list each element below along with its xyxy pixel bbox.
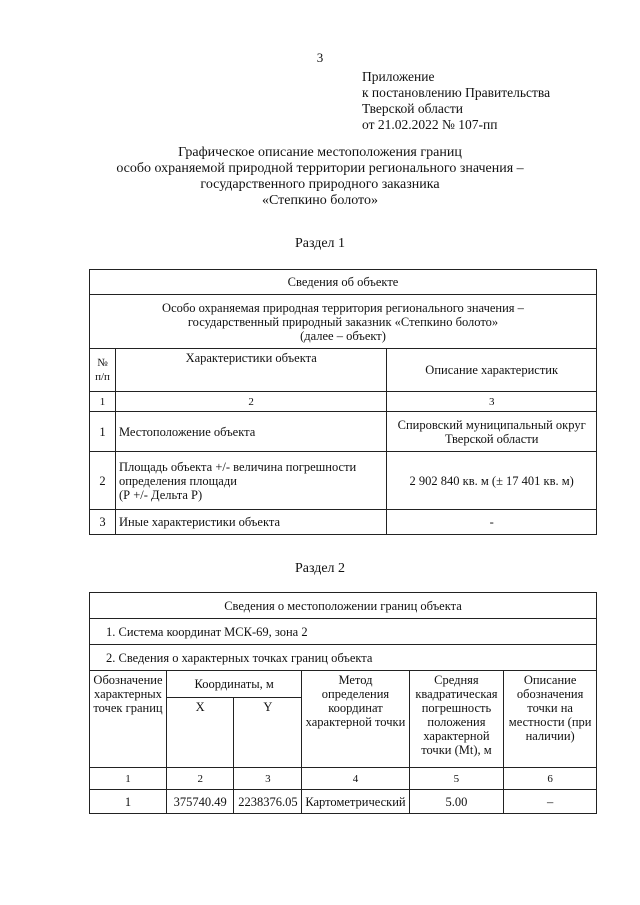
object-line: Особо охраняемая природная территория регионального значения – [162,300,524,315]
coord-system: 1. Система координат МСК-69, зона 2 [90,619,597,645]
row-char: Местоположение объекта [115,412,386,452]
row-char [115,452,386,510]
index-cell: 2 [166,768,234,790]
row-char-line: определения площади [118,473,237,488]
title-line: Графическое описание местоположения границ [178,145,462,160]
title-line: особо охраняемой природной территории регионального значения – [116,161,524,176]
point-method: Картометрический [302,790,409,814]
index-cell: 1 [90,768,167,790]
col-marking-header: Описание обозначения точки на местности (при наличии) [504,671,597,768]
row-num: 3 [90,510,116,535]
row-char-line: Площадь объекта +/- величина погрешности [118,459,357,474]
object-description [90,295,597,349]
boundary-table [89,592,597,814]
col-x-header: X [166,698,234,768]
point-error: 5.00 [409,790,504,814]
page-number: 3 [316,50,324,65]
appendix-line: Приложение [362,69,435,84]
object-line: (далее – объект) [300,328,386,343]
col-num-header: № п/п [90,349,116,392]
row-num: 2 [90,452,116,510]
col-char-header: Характеристики объекта [115,349,386,392]
section2-heading: Раздел 2 [294,561,346,576]
col-error-header: Средняя квадратическая погрешность положения характерной точки (Mt), м [409,671,504,768]
table-header: Сведения об объекте [90,270,597,295]
section1-heading: Раздел 1 [294,236,346,251]
point-marking: – [504,790,597,814]
col-point-header: Обозначение характерных точек границ [90,671,167,768]
object-line: государственный природный заказник «Степкино болото» [187,314,499,329]
document-title [0,145,640,209]
col-coords-header: Координаты, м [166,671,301,698]
index-cell: 2 [115,392,386,412]
row-desc: Спировский муниципальный округ Тверской области [387,412,597,452]
point-y: 2238376.05 [234,790,302,814]
row-char: Иные характеристики объекта [115,510,386,535]
title-line: государственного природного заказника [200,177,440,192]
title-line: «Степкино болото» [262,193,378,208]
row-desc: 2 902 840 кв. м (± 17 401 кв. м) [387,452,597,510]
row-num: 1 [90,412,116,452]
index-cell: 6 [504,768,597,790]
appendix-block [362,69,550,133]
col-desc-header: Описание характеристик [387,349,597,392]
index-cell: 3 [234,768,302,790]
index-cell: 3 [387,392,597,412]
row-char-line: (Р +/- Дельта Р) [118,487,203,502]
appendix-line: к постановлению Правительства [362,85,551,100]
table-row [90,510,597,535]
point-id: 1 [90,790,167,814]
index-cell: 1 [90,392,116,412]
appendix-line: Тверской области [362,101,463,116]
object-info-table [89,269,597,535]
index-cell: 4 [302,768,409,790]
table-row [90,452,597,510]
index-cell: 5 [409,768,504,790]
table-row [90,790,597,814]
col-method-header: Метод определения координат характерной точки [302,671,409,768]
row-desc: - [387,510,597,535]
col-y-header: Y [234,698,302,768]
table-row [90,412,597,452]
table-header: Сведения о местоположении границ объекта [90,593,597,619]
points-header: 2. Сведения о характерных точках границ объекта [90,645,597,671]
appendix-line: от 21.02.2022 № 107-пп [362,117,498,132]
point-x: 375740.49 [166,790,234,814]
